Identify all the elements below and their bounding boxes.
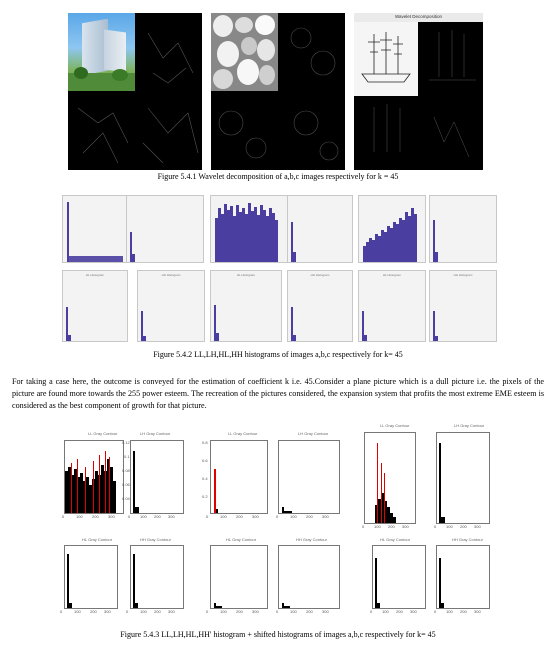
fig3-a-hh-plot [130,545,184,609]
figure-5-4-2-caption: Figure 5.4.2 LL,LH,HL,HH histograms of images a,b,c respectively for k= 45 [153,350,403,359]
detail-edges-c [354,22,483,170]
fig3-a-hl-title: HL Gray Contour [82,537,113,542]
detail-edges-b [211,13,345,170]
fig3-b-lh-plot [278,440,340,514]
hist-c-ll [358,195,426,263]
fig3-c-hh-title: HH Gray Contour [452,537,483,542]
fig3-c-hl-plot [372,545,426,609]
fig3-c-ll-plot [364,432,416,524]
fig3-b-hh-plot [278,545,340,609]
wavelet-panel-b [211,13,345,170]
fig3-a-hl-plot [64,545,118,609]
hist-b-hh: HH Histogram [287,270,353,342]
fig3-b-ll-plot [210,440,268,514]
fig3-a-ll-plot [64,440,124,514]
hist-a-hl: HL Histogram [62,270,128,342]
fig3-c-hh-plot [436,545,490,609]
hist-a-hh: HH Histogram [137,270,205,342]
body-paragraph: For taking a case here, the outcome is conveyed for the estimation of coefficient k i.e. 45.Consider a plane picture which is a dull picture i.e. the pixels of the picture are found more towards the 255 power esteem. The recreation of the pictures considered, the expansion system that profits the most extreme EME esteem is considered as the best component of growth for that picture. [12,377,544,410]
fig3-a-hh-title: HH Gray Contour [140,537,171,542]
fig3-c-hl-title: HL Gray Contour [380,537,411,542]
figure-5-4-3-caption: Figure 5.4.3 LL,LH,HL,HH' histogram + shifted histograms of images a,b,c respectively for k= 45 [120,630,436,639]
hist-b-ll [210,195,288,263]
hist-b-hl: HL Histogram [210,270,282,342]
wavelet-panel-a [68,13,202,170]
fig3-a-ll-title: LL Gray Contour [88,431,118,436]
fig3-b-hl-plot [210,545,268,609]
wavelet-panel-c [354,13,483,170]
hist-a-ll [62,195,128,263]
detail-edges-a [68,13,202,170]
figure-5-4-1-caption: Figure 5.4.1 Wavelet decomposition of a,b,c images respectively for k = 45 [157,172,399,181]
hist-c-lh [429,195,497,263]
fig3-c-lh-plot [436,432,490,524]
wavelet-panel-c-title: Wavelet Decomposition [394,14,443,19]
fig3-b-hh-title: HH Gray Contour [296,537,327,542]
hist-b-lh [287,195,353,263]
hist-c-hh: HH Histogram [429,270,497,342]
hist-a-lh [126,195,204,263]
fig3-c-ll-title: LL Gray Contour [380,423,410,428]
fig3-b-ll-title: LL Gray Contour [228,431,258,436]
fig3-c-lh-title: LH Gray Contour [454,423,485,428]
fig3-b-hl-title: HL Gray Contour [226,537,257,542]
fig3-b-lh-title: LH Gray Contour [298,431,329,436]
hist-c-hl: HL Histogram [358,270,426,342]
fig3-a-lh-plot [130,440,184,514]
fig3-a-lh-title: LH Gray Contour [140,431,171,436]
